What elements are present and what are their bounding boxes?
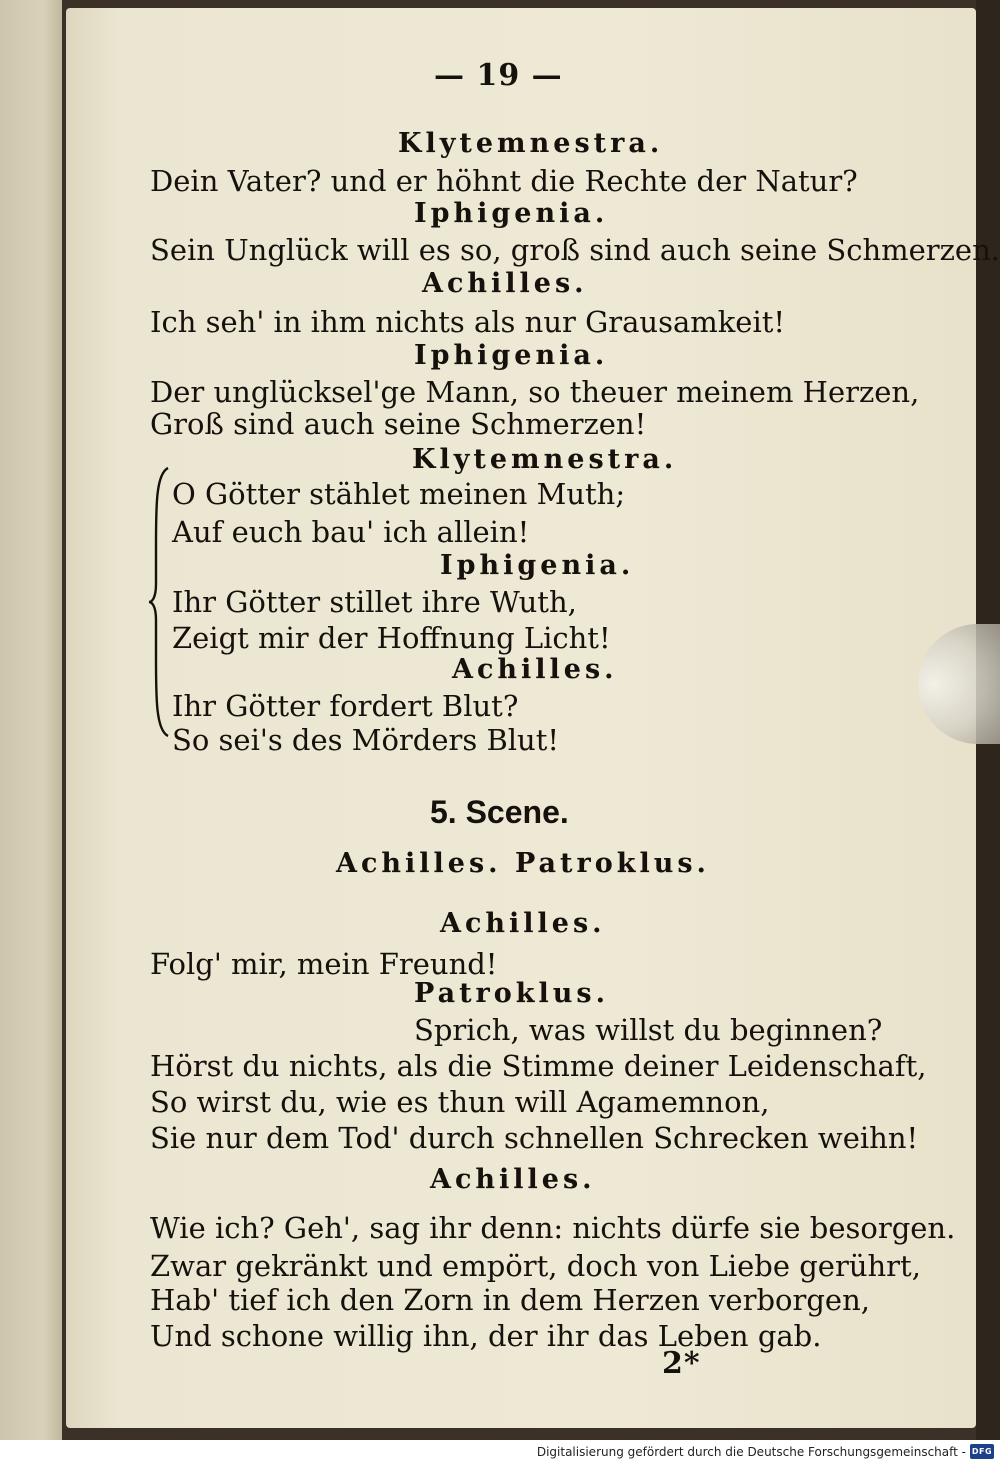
verse-brace bbox=[148, 466, 170, 738]
verse-line: Dein Vater? und er höhnt die Rechte der Natur? bbox=[150, 164, 858, 198]
verse-line: Hörst du nichts, als die Stimme deiner Leidenschaft, bbox=[150, 1049, 927, 1083]
verse-line: So sei's des Mörders Blut! bbox=[172, 723, 560, 757]
dfg-logo-icon: DFG bbox=[970, 1444, 994, 1459]
verse-line: Groß sind auch seine Schmerzen! bbox=[150, 407, 647, 441]
verse-line: Und schone willig ihn, der ihr das Leben gab. bbox=[150, 1319, 822, 1353]
verse-line: Folg' mir, mein Freund! bbox=[150, 947, 498, 981]
signature-mark: 2* bbox=[662, 1346, 701, 1381]
speaker-label: Achilles. bbox=[430, 1164, 596, 1195]
verse-line: So wirst du, wie es thun will Agamemnon, bbox=[150, 1085, 770, 1119]
footer-bar bbox=[0, 1440, 1000, 1465]
speaker-label: Klytemnestra. bbox=[398, 128, 664, 159]
speaker-label: Achilles. bbox=[440, 908, 606, 939]
verse-line: Ich seh' in ihm nichts als nur Grausamkeit! bbox=[150, 305, 786, 339]
verse-line: Ihr Götter stillet ihre Wuth, bbox=[172, 585, 577, 619]
verse-line: Hab' tief ich den Zorn in dem Herzen verborgen, bbox=[150, 1283, 870, 1317]
verse-line: Auf euch bau' ich allein! bbox=[172, 515, 530, 549]
funding-notice: Digitalisierung gefördert durch die Deutsche Forschungsgemeinschaft - bbox=[536, 1445, 966, 1459]
verse-line: Der unglücksel'ge Mann, so theuer meinem Herzen, bbox=[150, 375, 920, 409]
verse-line: Zwar gekränkt und empört, doch von Liebe gerührt, bbox=[150, 1249, 921, 1283]
speaker-label: Patroklus. bbox=[414, 978, 609, 1009]
page-number: — 19 — bbox=[434, 58, 563, 93]
verse-line: Ihr Götter fordert Blut? bbox=[172, 689, 519, 723]
scene-heading: 5. Scene. bbox=[430, 794, 569, 830]
speaker-label: Iphigenia. bbox=[440, 550, 635, 581]
verse-line: Sein Unglück will es so, groß sind auch seine Schmerzen. bbox=[150, 233, 1000, 267]
speaker-label: Achilles. bbox=[422, 268, 588, 299]
previous-page-edge bbox=[0, 0, 62, 1440]
verse-line: Sprich, was willst du beginnen? bbox=[414, 1013, 883, 1047]
verse-line: Sie nur dem Tod' durch schnellen Schrecken weihn! bbox=[150, 1121, 919, 1155]
speaker-label: Iphigenia. bbox=[414, 198, 609, 229]
scene-characters: Achilles. Patroklus. bbox=[336, 848, 710, 879]
speaker-label: Achilles. bbox=[452, 654, 618, 685]
verse-line: O Götter stählet meinen Muth; bbox=[172, 477, 626, 511]
verse-line: Zeigt mir der Hoffnung Licht! bbox=[172, 621, 611, 655]
speaker-label: Iphigenia. bbox=[414, 340, 609, 371]
verse-line: Wie ich? Geh', sag ihr denn: nichts dürfe sie besorgen. bbox=[150, 1211, 956, 1245]
speaker-label: Klytemnestra. bbox=[412, 444, 678, 475]
